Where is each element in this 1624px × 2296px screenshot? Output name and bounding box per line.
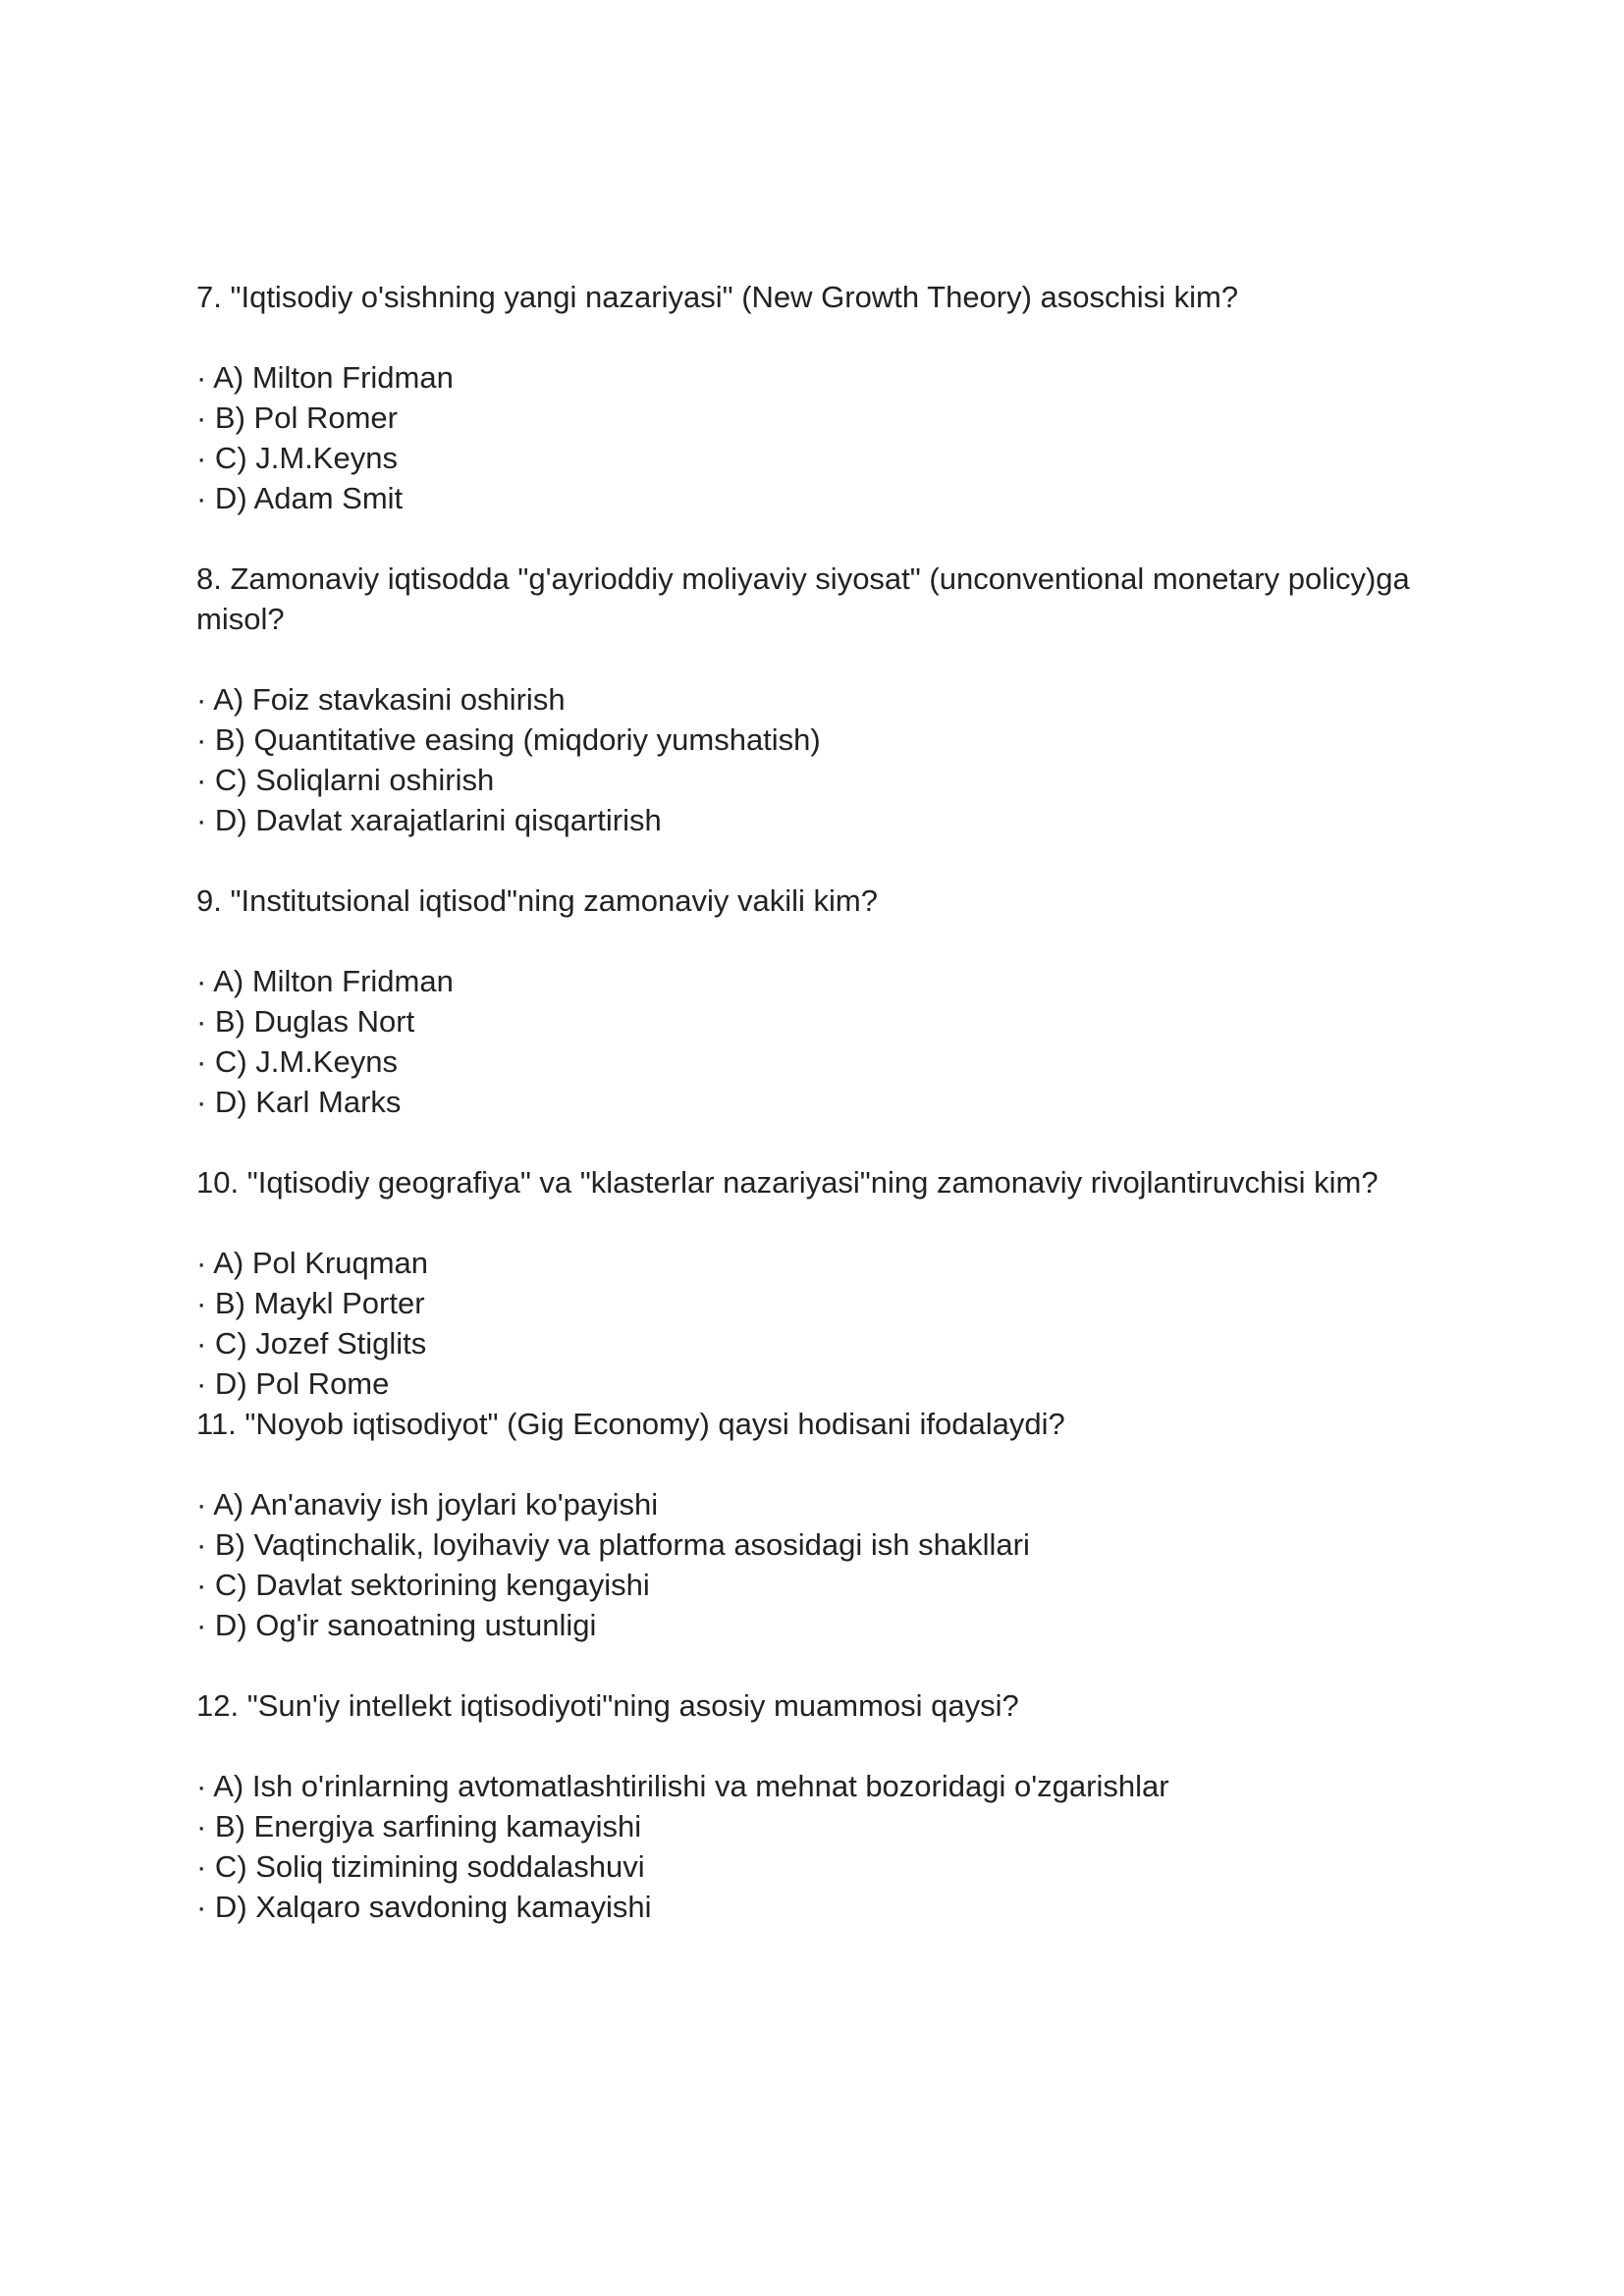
option-a: · A) Pol Kruqman: [196, 1246, 429, 1280]
question-text: 11. "Noyob iqtisodiyot" (Gig Economy) qaysi hodisani ifodalaydi?: [196, 1407, 1065, 1441]
option-list: [196, 961, 1443, 1122]
option-a: · A) Ish o'rinlarning avtomatlashtirilishi va mehnat bozoridagi o'zgarishlar: [196, 1769, 1169, 1803]
spacer: [196, 1202, 1443, 1243]
option-d: · D) Adam Smit: [196, 481, 404, 515]
option-c: · C) Soliqlarni oshirish: [196, 763, 495, 797]
question-text: 9. "Institutsional iqtisod"ning zamonaviy vakili kim?: [196, 883, 878, 918]
option-d: · D) Xalqaro savdoning kamayishi: [196, 1890, 652, 1924]
option-d: · D) Og'ir sanoatning ustunligi: [196, 1608, 597, 1642]
option-b: · B) Quantitative easing (miqdoriy yumshatish): [196, 722, 821, 757]
option-d: · D) Karl Marks: [196, 1085, 402, 1119]
spacer: [196, 1122, 1443, 1162]
document-page: [196, 277, 1443, 1927]
option-a: · A) An'anaviy ish joylari ko'payishi: [196, 1487, 659, 1522]
option-a: · A) Foiz stavkasini oshirish: [196, 682, 566, 717]
question-text: 8. Zamonaviy iqtisodda "g'ayrioddiy moliyaviy siyosat" (unconventional monetary policy)ga misol?: [196, 561, 1410, 636]
question-text: 7. "Iqtisodiy o'sishning yangi nazariyasi" (New Growth Theory) asoschisi kim?: [196, 280, 1239, 314]
question-text: 12. "Sun'iy intellekt iqtisodiyoti"ning asosiy muammosi qaysi?: [196, 1688, 1019, 1723]
option-c: · C) J.M.Keyns: [196, 1044, 398, 1079]
option-c: · C) Jozef Stiglits: [196, 1326, 427, 1361]
option-list: [196, 357, 1443, 518]
spacer: [196, 1645, 1443, 1685]
option-d: · D) Davlat xarajatlarini qisqartirish: [196, 803, 662, 837]
option-c: · C) J.M.Keyns: [196, 441, 398, 475]
spacer: [196, 921, 1443, 961]
question-block-10: [196, 1162, 1443, 1404]
spacer: [196, 1726, 1443, 1766]
spacer: [196, 639, 1443, 679]
option-c: · C) Davlat sektorining kengayishi: [196, 1568, 650, 1602]
option-list: [196, 1766, 1443, 1927]
option-list: [196, 1484, 1443, 1645]
question-text: 10. "Iqtisodiy geografiya" va "klasterlar nazariyasi"ning zamonaviy rivojlantiruvchisi kim?: [196, 1165, 1379, 1200]
question-block-7: [196, 277, 1443, 559]
option-b: · B) Vaqtinchalik, loyihaviy va platforma asosidagi ish shakllari: [196, 1527, 1030, 1562]
question-block-8: [196, 559, 1443, 881]
option-b: · B) Duglas Nort: [196, 1004, 415, 1039]
option-c: · C) Soliq tizimining soddalashuvi: [196, 1849, 645, 1884]
question-block-12: [196, 1685, 1443, 1927]
option-a: · A) Milton Fridman: [196, 964, 454, 998]
option-b: · B) Energiya sarfining kamayishi: [196, 1809, 642, 1843]
question-block-9: [196, 881, 1443, 1162]
option-list: [196, 679, 1443, 840]
question-block-11: [196, 1404, 1443, 1685]
spacer: [196, 840, 1443, 881]
spacer: [196, 518, 1443, 559]
spacer: [196, 317, 1443, 357]
option-a: · A) Milton Fridman: [196, 360, 454, 395]
option-d: · D) Pol Rome: [196, 1366, 390, 1401]
option-b: · B) Maykl Porter: [196, 1286, 425, 1320]
option-list: [196, 1243, 1443, 1404]
option-b: · B) Pol Romer: [196, 400, 398, 435]
spacer: [196, 1444, 1443, 1484]
